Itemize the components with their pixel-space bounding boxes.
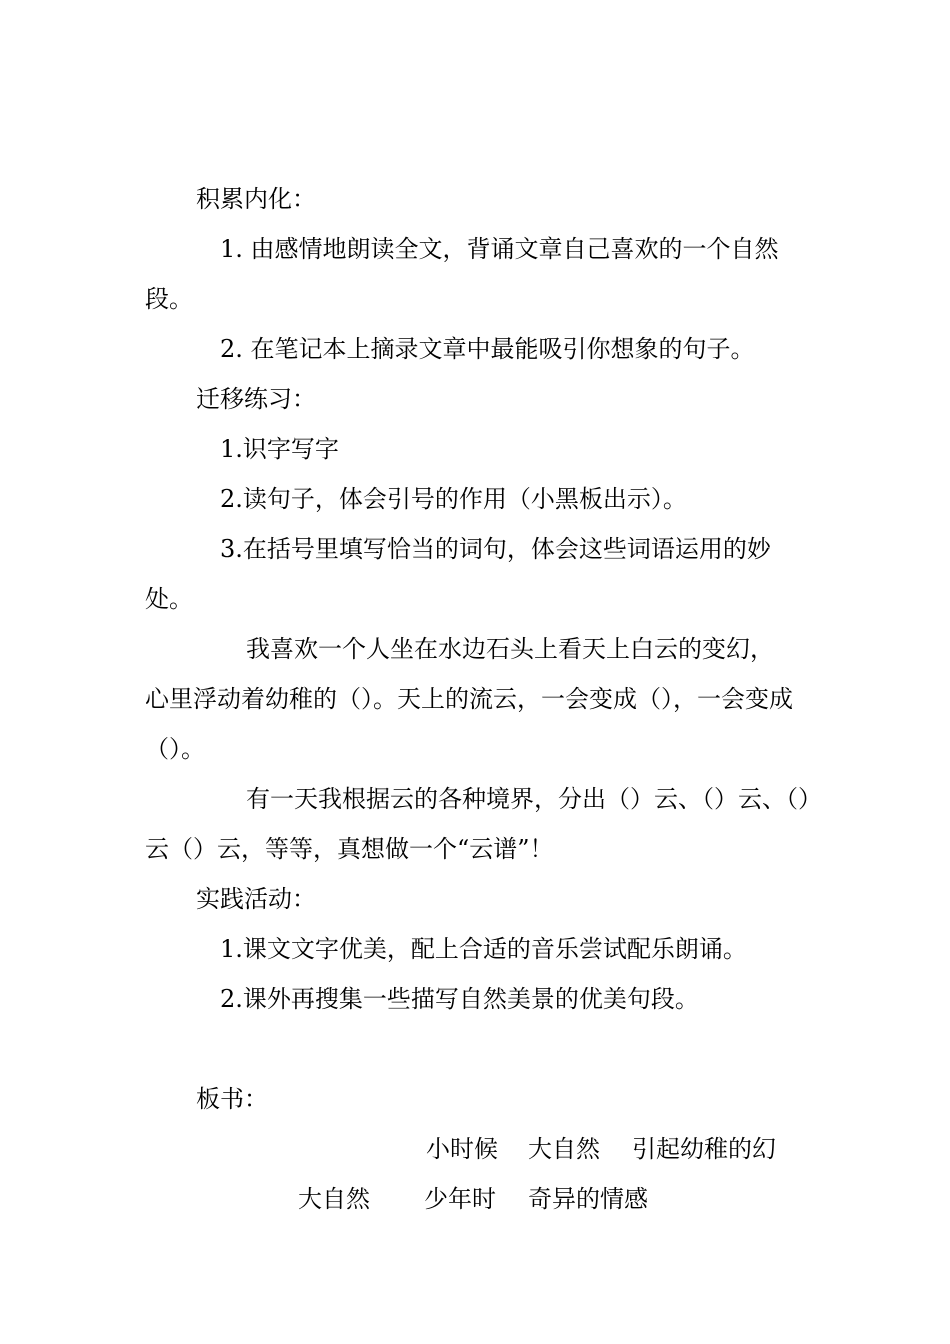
practice-item-1: 1.课文文字优美，配上合适的音乐尝试配乐朗诵。 [220, 935, 747, 963]
transfer-heading: 迁移练习： [196, 385, 316, 413]
accumulation-item-2: 2. 在笔记本上摘录文章中最能吸引你想象的句子。 [220, 335, 755, 363]
accumulation-heading: 积累内化： [196, 185, 316, 213]
board-cell: 大自然 [528, 1135, 600, 1163]
transfer-item-2: 2.读句子，体会引号的作用（小黑板出示）。 [220, 485, 687, 513]
board-cell: 引起幼稚的幻 [632, 1135, 776, 1163]
transfer-item-1: 1.识字写字 [220, 435, 339, 463]
board-cell: 小时候 [426, 1135, 498, 1163]
transfer-item-3-continued: 处。 [145, 585, 193, 613]
fill-blank-passage-2: 有一天我根据云的各种境界，分出（）云、（）云、（） [246, 785, 822, 813]
fill-blank-passage-1: 我喜欢一个人坐在水边石头上看天上白云的变幻， [246, 635, 774, 663]
accumulation-item-1-continued: 段。 [145, 285, 193, 313]
practice-item-2: 2.课外再搜集一些描写自然美景的优美句段。 [220, 985, 699, 1013]
transfer-item-3: 3.在括号里填写恰当的词句，体会这些词语运用的妙 [220, 535, 771, 563]
fill-blank-passage-1-line-3: （）。 [145, 735, 205, 763]
accumulation-item-1: 1. 由感情地朗读全文，背诵文章自己喜欢的一个自然 [220, 235, 779, 263]
board-cell: 奇异的情感 [528, 1185, 648, 1213]
fill-blank-passage-2-line-2: 云（）云，等等，真想做一个“云谱”！ [145, 835, 554, 863]
board-heading: 板书： [196, 1085, 268, 1113]
practice-heading: 实践活动： [196, 885, 316, 913]
fill-blank-passage-1-line-2: 心里浮动着幼稚的（）。天上的流云，一会变成（），一会变成 [145, 685, 793, 713]
board-cell: 大自然 [298, 1185, 370, 1213]
board-cell: 少年时 [424, 1185, 496, 1213]
